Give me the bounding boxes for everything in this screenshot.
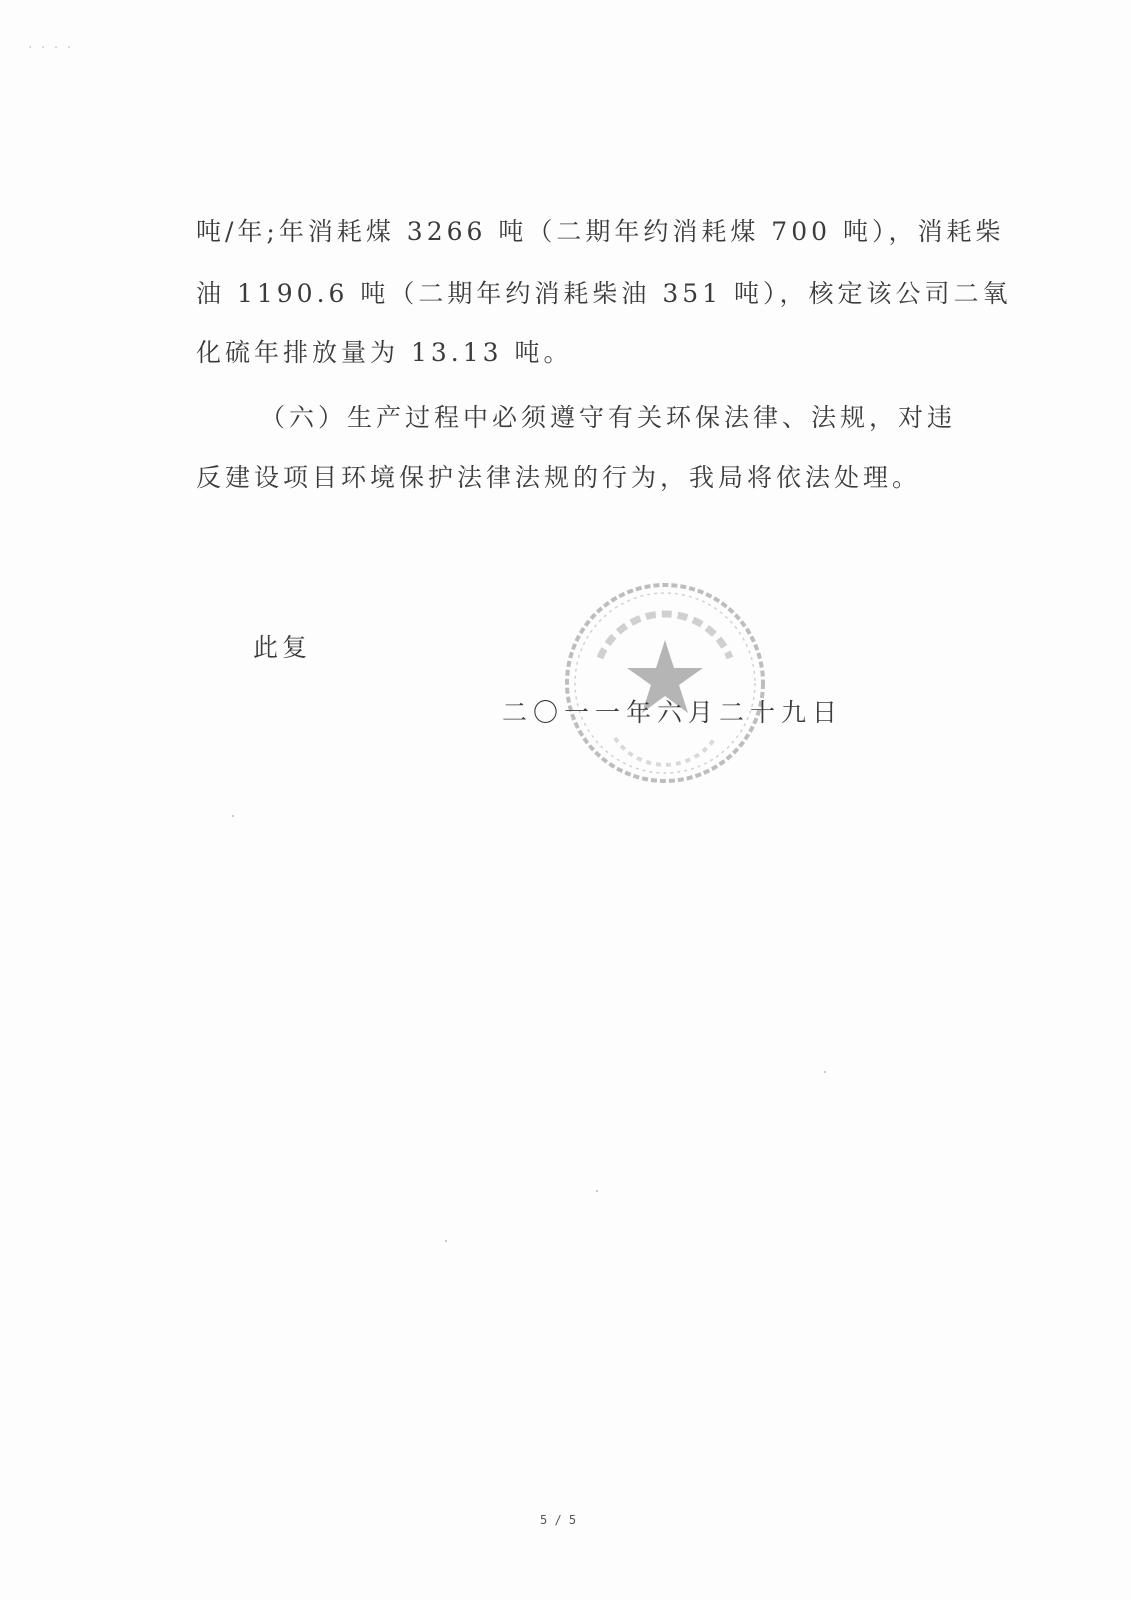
scan-artifact: · · · · [28, 40, 74, 56]
paragraph-line: 油 1190.6 吨（二期年约消耗柴油 351 吨），核定该公司二氧 [196, 279, 1012, 308]
paragraph-line: 反建设项目环境保护法律法规的行为，我局将依法处理。 [196, 463, 922, 492]
scan-speck [824, 1071, 826, 1073]
scan-speck [596, 1190, 598, 1192]
document-date: 二〇一一年六月二十九日 [502, 698, 844, 727]
scan-speck [445, 1240, 447, 1242]
page-number: 5 / 5 [540, 1513, 577, 1527]
paragraph-line: （六）生产过程中必须遵守有关环保法律、法规，对违 [260, 403, 957, 432]
official-seal [560, 578, 770, 788]
closing-text: 此复 [253, 633, 312, 662]
scan-speck [232, 815, 234, 817]
paragraph-line: 化硫年排放量为 13.13 吨。 [196, 338, 573, 367]
paragraph-line: 吨/年;年消耗煤 3266 吨（二期年约消耗煤 700 吨），消耗柴 [196, 217, 1005, 246]
